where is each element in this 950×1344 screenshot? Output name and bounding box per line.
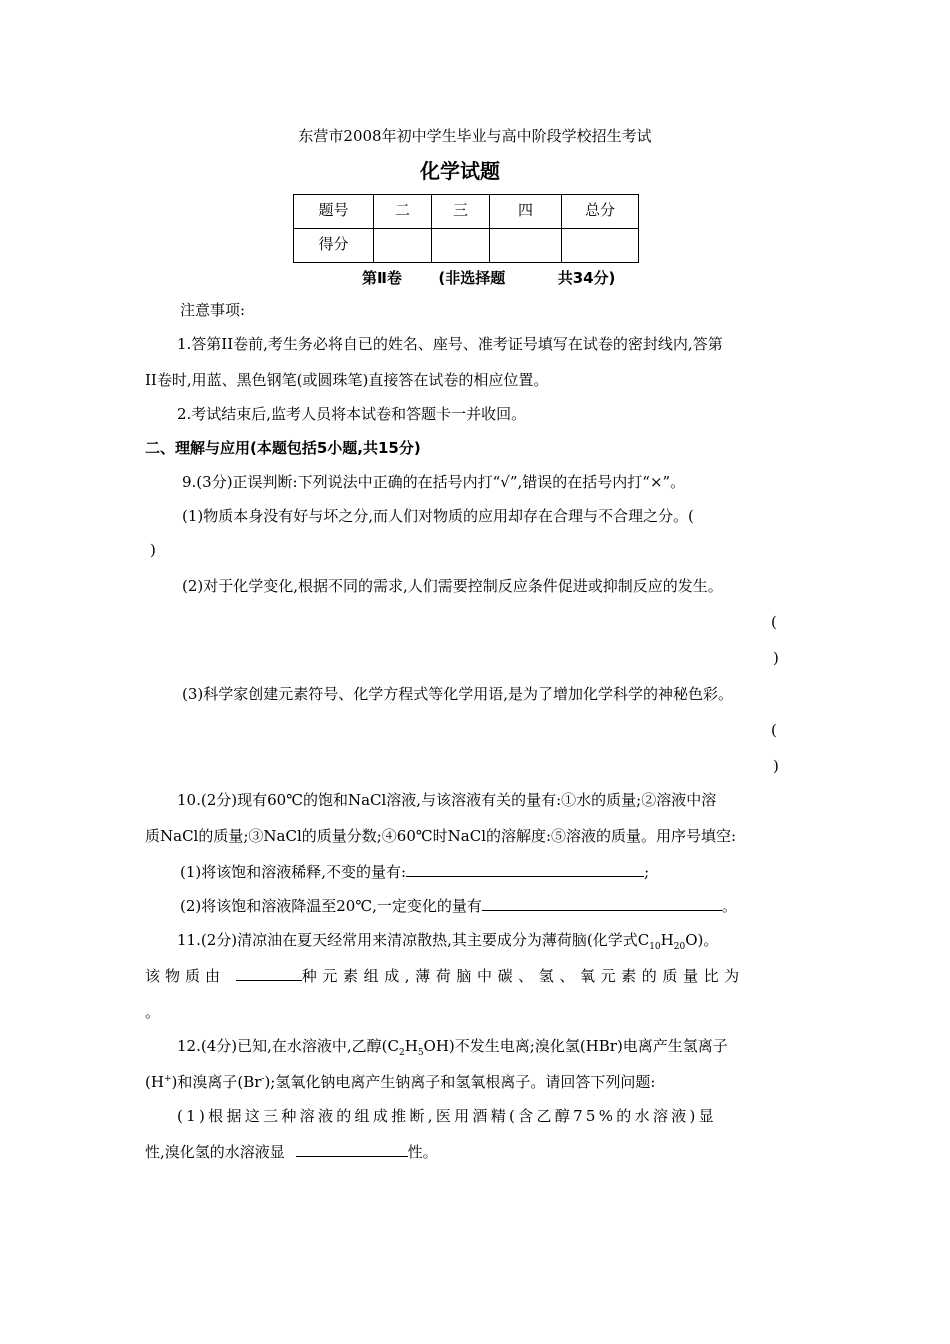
section-volume: 第Ⅱ卷 xyxy=(362,269,402,287)
section-kind: (非选择题 xyxy=(438,269,506,287)
q10-answer-2-blank[interactable] xyxy=(482,896,722,911)
header-cell-four: 四 xyxy=(490,195,562,229)
q12-answer-blank[interactable] xyxy=(296,1142,408,1157)
q10-line-2: 质NaCl的质量;③NaCl的质量分数;④60℃时NaCl的溶解度:⑤溶液的质量。用序号填空: xyxy=(145,827,737,845)
q12-line-2-a: (H xyxy=(145,1073,164,1091)
note-2: 2.考试结束后,监考人员将本试卷和答题卡一并收回。 xyxy=(177,405,527,423)
q12-superscript-plus: + xyxy=(163,1074,172,1084)
q9-answer-3-close: ) xyxy=(773,757,779,775)
q11-line-2-text: 该物质由 xyxy=(145,967,226,985)
q12-line-1-end: OH)不发生电离;溴化氢(HBr)电离产生氢离子 xyxy=(423,1037,728,1055)
q10-line-1: 10.(2分)现有60℃的饱和NaCl溶液,与该溶液有关的量有:①水的质量;②溶液中溶 xyxy=(177,791,717,809)
q12-line-2 xyxy=(145,1072,655,1092)
section-heading xyxy=(362,268,615,288)
q10-sub-1 xyxy=(180,862,649,882)
score-table xyxy=(293,194,639,263)
score-cell-four[interactable] xyxy=(490,229,562,263)
q9-statement-1-close: ) xyxy=(150,541,156,559)
exam-subtitle: 东营市2008年初中学生毕业与高中阶段学校招生考试 xyxy=(298,127,652,145)
score-cell-two[interactable] xyxy=(374,229,432,263)
q10-sub-1-text: (1)将该饱和溶液稀释,不变的量有: xyxy=(180,863,407,881)
q10-sub-1-end: ; xyxy=(644,863,650,881)
q9-answer-3-open: ( xyxy=(771,721,777,739)
q11-line-3: 。 xyxy=(145,1003,161,1021)
score-table-score-row xyxy=(294,229,639,263)
q11-answer-1-blank[interactable] xyxy=(236,966,302,981)
note-1-line-1: 1.答第II卷前,考生务必将自已的姓名、座号、准考证号填写在试卷的密封线内,答第 xyxy=(177,335,723,353)
header-cell-total: 总分 xyxy=(562,195,639,229)
q11-line-2-post: 种元素组成,薄荷脑中碳、氢、氧元素的质量比为 xyxy=(301,967,745,985)
q12-sub-1-line-2-end: 性。 xyxy=(407,1143,438,1161)
q12-subscript-h: 5 xyxy=(417,1048,424,1058)
q11-line-1-text: 11.(2分)清凉油在夏天经常用来清凉散热,其主要成分为薄荷脑(化学式C xyxy=(177,931,650,949)
header-cell-number: 题号 xyxy=(294,195,374,229)
exam-title: 化学试题 xyxy=(420,159,500,183)
score-table-header-row xyxy=(294,195,639,229)
score-row-label: 得分 xyxy=(294,229,374,263)
q12-line-1-text: 12.(4分)已知,在水溶液中,乙醇(C xyxy=(177,1037,399,1055)
q9-stem: 9.(3分)正误判断:下列说法中正确的在括号内打“√”,错误的在括号内打“×”。 xyxy=(182,473,686,491)
q12-sub-1-line-2-text: 性,溴化氢的水溶液显 xyxy=(145,1143,285,1161)
q10-sub-2-end: 。 xyxy=(721,897,737,915)
q9-statement-1: (1)物质本身没有好与坏之分,而人们对物质的应用却存在合理与不合理之分。( xyxy=(182,507,694,525)
header-cell-two: 二 xyxy=(374,195,432,229)
q11-subscript-c: 10 xyxy=(649,942,661,952)
q9-statement-2: (2)对于化学变化,根据不同的需求,人们需要控制反应条件促进或抑制反应的发生。 xyxy=(182,577,723,595)
q11-line-1-end: O)。 xyxy=(685,931,719,949)
q9-statement-3: (3)科学家创建元素符号、化学方程式等化学用语,是为了增加化学科学的神秘色彩。 xyxy=(182,685,734,703)
q11-subscript-h: 20 xyxy=(673,942,686,952)
q10-sub-2 xyxy=(180,896,737,916)
q12-line-2-b: )和溴离子(Br xyxy=(171,1073,262,1091)
q12-line-2-c: );氢氧化钠电离产生钠离子和氢氧根离子。请回答下列问题: xyxy=(264,1073,656,1091)
q11-line-1 xyxy=(177,930,718,950)
score-cell-total[interactable] xyxy=(562,229,639,263)
section-total: 共34分) xyxy=(557,269,616,287)
q12-formula-h: H xyxy=(404,1037,418,1055)
q12-sub-1: (1)根据这三种溶液的组成推断,医用酒精(含乙醇75%的水溶液)显 xyxy=(177,1107,717,1125)
q10-answer-1-blank[interactable] xyxy=(406,862,644,877)
q12-subscript-c: 2 xyxy=(398,1048,405,1058)
q9-answer-2-close: ) xyxy=(773,649,779,667)
q12-line-1 xyxy=(177,1036,728,1056)
q12-sub-1-line-2 xyxy=(145,1142,438,1162)
q10-sub-2-text: (2)将该饱和溶液降温至20℃,一定变化的量有 xyxy=(180,897,482,915)
note-1-line-2: II卷时,用蓝、黑色钢笔(或圆珠笔)直接答在试卷的相应位置。 xyxy=(145,371,549,389)
notes-heading: 注意事项: xyxy=(180,301,246,319)
header-cell-three: 三 xyxy=(432,195,490,229)
part-2-heading: 二、理解与应用(本题包括5小题,共15分) xyxy=(145,439,421,457)
q11-line-2 xyxy=(145,966,805,986)
q12-superscript-minus: - xyxy=(261,1074,265,1084)
score-cell-three[interactable] xyxy=(432,229,490,263)
q11-formula-h: H xyxy=(660,931,674,949)
q9-answer-2-open: ( xyxy=(771,613,777,631)
